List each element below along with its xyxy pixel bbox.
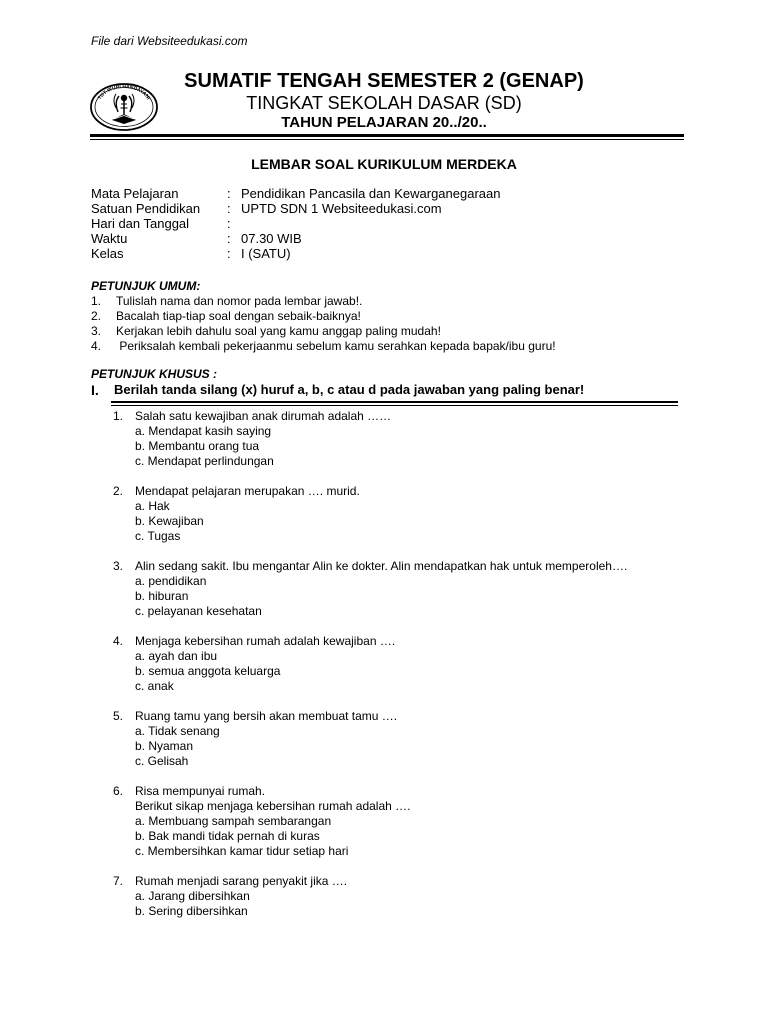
info-colon: : — [227, 246, 231, 261]
info-row — [91, 246, 500, 261]
info-label: Hari dan Tanggal — [91, 216, 190, 231]
answer-option: a. Tidak senang — [135, 724, 220, 738]
answer-option: c. pelayanan kesehatan — [135, 604, 262, 618]
question-stem-line — [113, 559, 627, 574]
question-item — [113, 784, 627, 859]
section-rule-thin — [111, 405, 678, 406]
answer-option: b. semua anggota keluarga — [135, 664, 281, 678]
list-item-number: 3. — [91, 324, 102, 338]
general-instructions-heading: PETUNJUK UMUM: — [91, 279, 201, 293]
section-rule-thick — [111, 401, 678, 403]
info-value: I (SATU) — [241, 246, 291, 261]
answer-option: c. Gelisah — [135, 754, 189, 768]
answer-option: c. Mendapat perlindungan — [135, 454, 274, 468]
question-item — [113, 709, 627, 769]
section-instruction — [91, 382, 584, 398]
title-academic-year: TAHUN PELAJARAN 20../20.. — [281, 114, 487, 131]
info-colon: : — [227, 201, 231, 216]
question-number: 7. — [113, 874, 124, 888]
info-colon: : — [227, 186, 231, 201]
info-row — [91, 186, 500, 201]
question-stem-line — [113, 784, 627, 799]
question-text: Alin sedang sakit. Ibu mengantar Alin ke dokter. Alin mendapatkan hak untuk memperoleh…. — [135, 559, 628, 573]
header-rule-thin — [90, 139, 684, 140]
list-item — [91, 339, 556, 354]
section-text: Berilah tanda silang (x) huruf a, b, c atau d pada jawaban yang paling benar! — [114, 382, 585, 397]
question-item — [113, 409, 627, 469]
question-stem-line — [113, 634, 627, 649]
question-text: Risa mempunyai rumah. — [135, 784, 266, 798]
answer-option: a. Jarang dibersihkan — [135, 889, 250, 903]
title-main: SUMATIF TENGAH SEMESTER 2 (GENAP) — [184, 70, 584, 92]
info-value: Pendidikan Pancasila dan Kewarganegaraan — [241, 186, 501, 201]
list-item-text: Bacalah tiap-tiap soal dengan sebaik-baiknya! — [116, 309, 361, 323]
sheet-subtitle: LEMBAR SOAL KURIKULUM MERDEKA — [251, 156, 517, 172]
question-stem-line — [113, 484, 627, 499]
list-item — [91, 294, 556, 309]
general-instructions-list — [91, 294, 556, 354]
question-number: 1. — [113, 409, 124, 423]
question-text: Ruang tamu yang bersih akan membuat tamu …. — [135, 709, 398, 723]
question-stem-line — [113, 409, 627, 424]
question-text: Mendapat pelajaran merupakan …. murid. — [135, 484, 360, 498]
list-item-text: Periksalah kembali pekerjaanmu sebelum kamu serahkan kepada bapak/ibu guru! — [116, 339, 556, 353]
info-label: Kelas — [91, 246, 124, 261]
info-label: Mata Pelajaran — [91, 186, 179, 201]
title-school-level: TINGKAT SEKOLAH DASAR (SD) — [246, 93, 522, 113]
question-number: 5. — [113, 709, 124, 723]
question-item — [113, 559, 627, 619]
answer-option: b. Sering dibersihkan — [135, 904, 248, 918]
question-number: 2. — [113, 484, 124, 498]
answer-option: a. Membuang sampah sembarangan — [135, 814, 332, 828]
info-colon: : — [227, 231, 231, 246]
answer-option: b. Nyaman — [135, 739, 194, 753]
answer-option: c. anak — [135, 679, 174, 693]
answer-option: b. Membantu orang tua — [135, 439, 260, 453]
list-item — [91, 324, 556, 339]
question-number: 4. — [113, 634, 124, 648]
specific-instructions-heading: PETUNJUK KHUSUS : — [91, 367, 218, 381]
info-label: Satuan Pendidikan — [91, 201, 201, 216]
header-rule-thick — [90, 134, 684, 137]
question-text: Salah satu kewajiban anak dirumah adalah …… — [135, 409, 392, 423]
info-row — [91, 216, 500, 231]
logo-text: TUT WURI HANDAYANI — [96, 83, 152, 102]
list-item-text: Kerjakan lebih dahulu soal yang kamu anggap paling mudah! — [116, 324, 441, 338]
answer-option: a. Hak — [135, 499, 170, 513]
list-item — [91, 309, 556, 324]
answer-option: c. Tugas — [135, 529, 181, 543]
answer-option: a. pendidikan — [135, 574, 207, 588]
info-value: 07.30 WIB — [241, 231, 302, 246]
question-stem-line — [113, 874, 627, 889]
question-number — [113, 799, 135, 814]
info-row — [91, 201, 500, 216]
info-row — [91, 231, 500, 246]
list-item-number: 4. — [91, 339, 102, 353]
info-colon: : — [227, 216, 231, 231]
question-item — [113, 874, 627, 919]
answer-option: a. ayah dan ibu — [135, 649, 218, 663]
question-number: 3. — [113, 559, 124, 573]
answer-option: b. hiburan — [135, 589, 189, 603]
source-note: File dari Websiteedukasi.com — [91, 34, 248, 48]
question-item — [113, 634, 627, 694]
question-text: Berikut sikap menjaga kebersihan rumah adalah …. — [135, 799, 411, 813]
list-item-number: 1. — [91, 294, 102, 308]
question-text: Menjaga kebersihan rumah adalah kewajiban …. — [135, 634, 396, 648]
question-text: Rumah menjadi sarang penyakit jika …. — [135, 874, 348, 888]
question-number: 6. — [113, 784, 124, 798]
info-value: UPTD SDN 1 Websiteedukasi.com — [241, 201, 442, 216]
info-label: Waktu — [91, 231, 128, 246]
exam-info-block — [91, 186, 500, 261]
question-item — [113, 484, 627, 544]
section-number: I. — [91, 382, 99, 398]
question-stem-line — [113, 799, 627, 814]
list-item-text: Tulislah nama dan nomor pada lembar jawab!. — [116, 294, 363, 308]
list-item-number: 2. — [91, 309, 102, 323]
answer-option: b. Kewajiban — [135, 514, 204, 528]
question-list — [113, 409, 627, 934]
answer-option: c. Membersihkan kamar tidur setiap hari — [135, 844, 349, 858]
question-stem-line — [113, 709, 627, 724]
answer-option: b. Bak mandi tidak pernah di kuras — [135, 829, 320, 843]
answer-option: a. Mendapat kasih saying — [135, 424, 272, 438]
